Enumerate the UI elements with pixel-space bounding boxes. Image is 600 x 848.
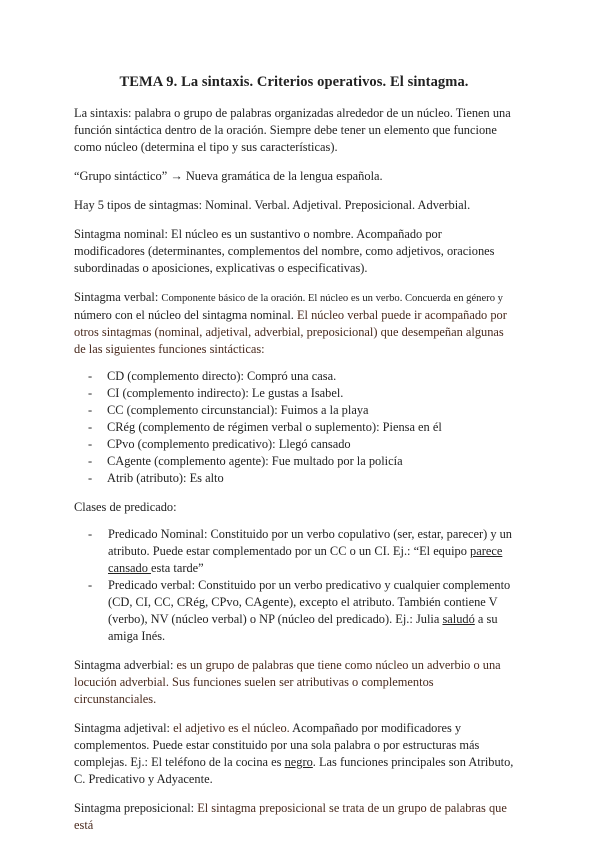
grupo-paragraph: “Grupo sintáctico” → Nueva gramática de la lengua española. xyxy=(74,169,383,183)
intro-paragraph: La sintaxis: palabra o grupo de palabras organizadas alrededor de un núcleo. Tienen una función sintáctica dentro de la oración. Siempre debe tener un elemento que funcione como núcleo (determina el tipo y sus características). xyxy=(74,106,511,154)
list-item: - CC (complemento circunstancial): Fuimos a la playa xyxy=(88,402,514,419)
funciones-list xyxy=(74,368,514,487)
list-item: - CAgente (complemento agente): Fue multado por la policía xyxy=(88,453,514,470)
adjetival-end: . Las funciones principales son Atributo, C. Predicativo y Adyacente. xyxy=(74,755,514,786)
preposicional-label: Sintagma preposicional: xyxy=(74,801,198,815)
underlined-word: cansado xyxy=(108,561,152,575)
predicado-list xyxy=(74,526,514,645)
underlined-word: parece xyxy=(470,544,503,558)
adjetival-brown: el adjetivo es el núcleo. xyxy=(173,721,293,735)
adverbial-text: es un grupo de palabras que tiene como núcleo un adverbio o una locución adverbial. Sus funciones suelen ser atributivas o complementos circunstanciales. xyxy=(74,658,501,706)
predicado-verbal-item xyxy=(88,577,514,645)
adverbial-label: Sintagma adverbial: xyxy=(74,658,177,672)
verbal-rest-b: El núcleo verbal puede ir acompañado por otros sintagmas (nominal, adjetival, adverbial, preposicional) que desempeñan algunas de las siguientes funciones sintácticas: xyxy=(74,308,507,356)
pred-nominal-end: esta tarde” xyxy=(151,561,204,575)
list-item: - CRég (complemento de régimen verbal o suplemento): Piensa en él xyxy=(88,419,514,436)
verbal-paragraph xyxy=(74,289,514,358)
underlined-word: negro xyxy=(284,755,313,769)
preposicional-paragraph xyxy=(74,800,514,834)
list-item: - CD (complemento directo): Compró una casa. xyxy=(88,368,514,385)
list-item: - CPvo (complemento predicativo): Llegó cansado xyxy=(88,436,514,453)
pred-nominal-text: Predicado Nominal: Constituido por un verbo copulativo (ser, estar, parecer) y un atributo. Puede estar complementado por un CC o un CI. Ej.: “El equipo xyxy=(108,527,513,558)
verbal-small-text: Componente básico de la oración. El núcleo es un verbo. Concuerda en género y xyxy=(161,293,503,304)
page-title: TEMA 9. La sintaxis. Criterios operativos. El sintagma. xyxy=(119,74,469,90)
adverbial-paragraph xyxy=(74,657,514,708)
verbal-label: Sintagma verbal: xyxy=(74,290,162,304)
predicado-nominal-item xyxy=(88,526,514,577)
clases-heading: Clases de predicado: xyxy=(74,500,177,514)
adjetival-paragraph xyxy=(74,720,514,788)
preposicional-text: El sintagma preposicional se trata de un grupo de palabras que está xyxy=(74,801,507,832)
verbal-rest-a: número con el núcleo del sintagma nominal. xyxy=(74,308,297,322)
pred-verbal-text: Predicado verbal: Constituido por un verbo predicativo y cualquier complemento (CD, CI, CC, CRég, CPvo, CAgente), excepto el atributo. También contiene V (verbo), NV (núcleo verbal) o NP (núcleo del predicado). Ej.: Julia xyxy=(108,578,511,626)
nominal-paragraph: Sintagma nominal: El núcleo es un sustantivo o nombre. Acompañado por modificadores (determinantes, complementos del nombre, como adjetivos, oraciones subordinadas o aposiciones, explicativas o especificativas). xyxy=(74,227,495,275)
pred-verbal-end: a su amiga Inés. xyxy=(108,612,498,643)
list-item: - Atrib (atributo): Es alto xyxy=(88,470,514,487)
underlined-word: saludó xyxy=(442,612,475,626)
tipos-paragraph: Hay 5 tipos de sintagmas: Nominal. Verbal. Adjetival. Preposicional. Adverbial. xyxy=(74,198,471,212)
adjetival-label: Sintagma adjetival: xyxy=(74,721,174,735)
list-item: - CI (complemento indirecto): Le gustas a Isabel. xyxy=(88,385,514,402)
adjetival-text: Acompañado por modificadores y complementos. Puede estar constituido por una sola palabra o por estructuras más complejas. Ej.: El teléfono de la cocina es xyxy=(74,721,480,769)
